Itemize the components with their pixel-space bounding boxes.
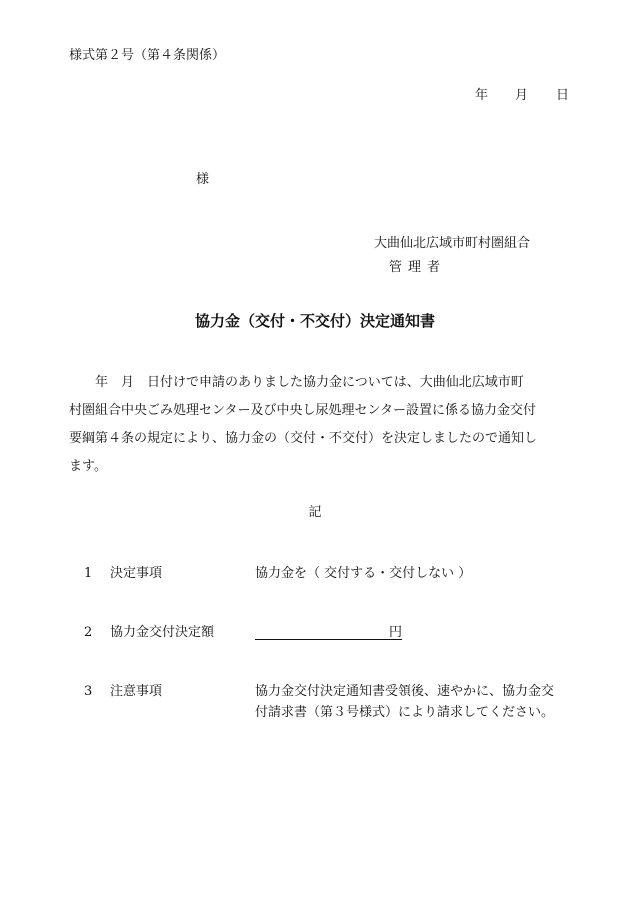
amount-unit: 円 — [389, 625, 403, 640]
item-label: 決定事項 — [110, 566, 163, 581]
sender-title: 管理者 — [389, 260, 447, 275]
body-text-line: 村圏組合中央ごみ処理センター及び中央し尿処理センター設置に係る協力金交付 — [69, 403, 536, 418]
addressee-suffix: 様 — [196, 172, 210, 187]
sender-organization: 大曲仙北広域市町村圏組合 — [374, 236, 531, 251]
body-text-line: 要綱第４条の規定により、協力金の（交付・不交付）を決定しましたので通知し — [69, 431, 538, 446]
body-text-line: ます。 — [69, 459, 107, 474]
date-year-label: 年 — [475, 88, 489, 103]
item-value: 協力金を（ 交付する・交付しない ） — [255, 566, 472, 581]
document-title: 協力金（交付・不交付）決定通知書 — [194, 312, 435, 330]
item-value-line: 付請求書（第３号様式）により請求してください。 — [255, 705, 555, 720]
item-label: 注意事項 — [110, 684, 163, 699]
date-day-label: 日 — [556, 88, 570, 103]
amount-blank-line — [255, 639, 402, 640]
item-value-line: 協力金交付決定通知書受領後、速やかに、協力金交 — [255, 684, 555, 699]
form-number: 様式第２号（第４条関係） — [69, 48, 226, 63]
date-month-label: 月 — [515, 88, 529, 103]
item-number: 3 — [84, 684, 93, 699]
item-label: 協力金交付決定額 — [110, 625, 215, 640]
item-number: 1 — [84, 566, 93, 581]
item-number: 2 — [84, 625, 93, 640]
body-text-line: 年 月 日付けで申請のありました協力金については、大曲仙北広域市町 — [69, 375, 524, 390]
ki-heading: 記 — [308, 505, 322, 520]
